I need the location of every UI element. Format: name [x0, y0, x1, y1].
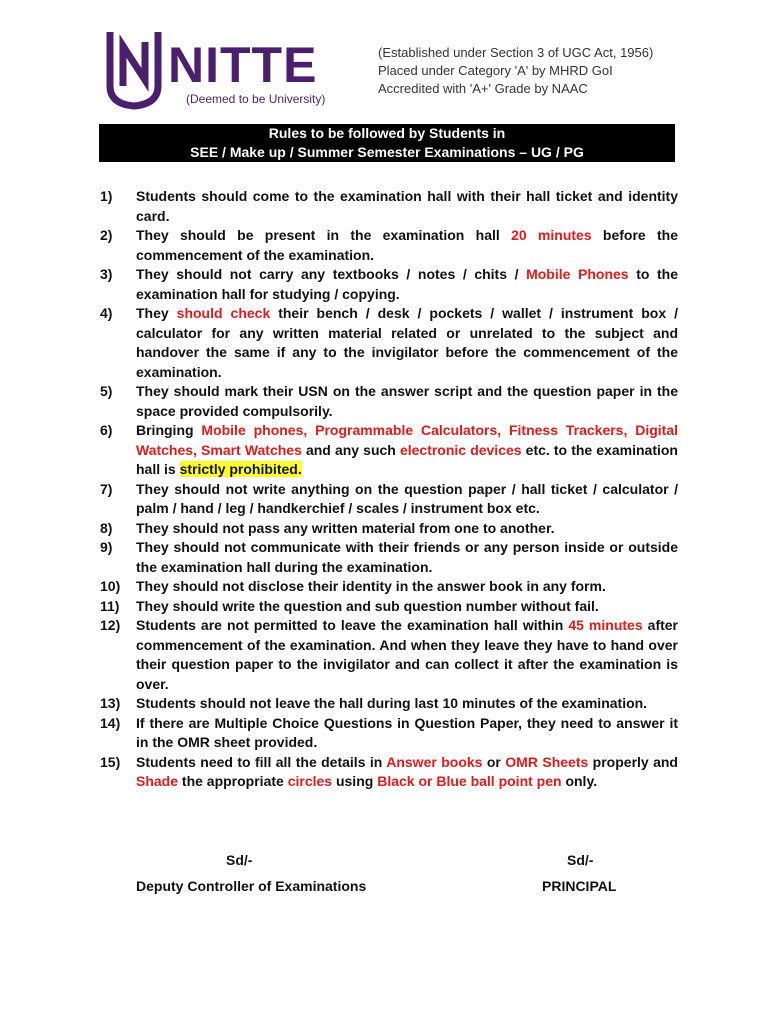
red-emphasis-text: 20 minutes [511, 227, 592, 243]
rule-number: 14) [100, 714, 121, 731]
rule-text-segment: Students should come to the examination hall with their hall ticket and identity card. [136, 188, 678, 224]
banner-title-line1: Rules to be followed by Students in [268, 125, 506, 141]
rule-text-segment: They should be present in the examination hall [136, 227, 512, 243]
banner-title-line2: SEE / Make up / Summer Semester Examinations – UG / PG [190, 144, 584, 160]
rule-item [100, 714, 678, 753]
red-emphasis-text: Mobile phones, Programmable Calculators, Fitness Trackers, Digital Watches, Smart Watches [136, 422, 678, 458]
rule-text-segment: their bench / desk / pockets / wallet / instrument box / calculator for any written material related or unrelated to the subject and handover the same if any to the invigilator before the commencement of the examination. [136, 305, 678, 380]
red-emphasis-text: Black or Blue ball point pen [377, 773, 562, 789]
rule-item [100, 187, 678, 226]
logo-subtitle: (Deemed to be University) [186, 92, 326, 106]
rule-number: 1) [100, 188, 113, 204]
principal-title: PRINCIPAL [542, 878, 617, 894]
rule-text-segment: They should not pass any written material from one to another. [136, 519, 555, 536]
rule-text [136, 617, 678, 692]
red-emphasis-text: Shade [136, 773, 179, 789]
rule-text-segment: They should not write anything on the question paper / hall ticket / calculator / palm / hand / leg / handkerchief / scales / instrument box etc. [136, 480, 678, 516]
deputy-controller-title: Deputy Controller of Examinations [136, 878, 367, 894]
red-emphasis-text: Answer books [386, 753, 483, 770]
rule-number: 7) [100, 480, 113, 497]
rule-item [100, 597, 678, 617]
rule-number: 2) [100, 227, 113, 243]
rule-text [136, 481, 678, 517]
rule-text [136, 520, 555, 536]
rule-text-segment: only. [561, 773, 598, 789]
rule-text [136, 598, 599, 614]
accreditation-line: (Established under Section 3 of UGC Act, 1956) [378, 45, 654, 60]
rule-text [136, 305, 678, 380]
rule-text [136, 578, 606, 594]
rule-text [136, 695, 647, 711]
red-emphasis-text: 45 minutes [568, 617, 643, 633]
rule-text [136, 422, 678, 477]
highlighted-text: strictly prohibited. [179, 461, 302, 477]
rule-item [100, 753, 678, 792]
rule-item [100, 519, 678, 539]
nitte-emblem-icon [104, 28, 164, 110]
rule-number: 15) [100, 753, 121, 770]
rule-text-segment: and any such [301, 441, 400, 458]
rule-item [100, 694, 678, 714]
rule-text-segment: They should not communicate with their friends or any person inside or outside the examination hall during the examination. [136, 539, 678, 575]
rules-list [100, 187, 678, 792]
rule-item [100, 265, 678, 304]
rule-text-segment: If there are Multiple Choice Questions in Question Paper, they need to answer it in the OMR sheet provided. [136, 714, 678, 750]
rule-text-segment: They [136, 305, 177, 321]
rule-text [136, 754, 678, 790]
rule-item [100, 616, 678, 694]
rule-number: 6) [100, 422, 113, 438]
rule-item [100, 226, 678, 265]
rule-text-segment: properly and [588, 753, 678, 770]
rule-text [136, 227, 678, 263]
rule-text-segment: They should not disclose their identity in the answer book in any form. [136, 578, 606, 594]
red-emphasis-text: circles [287, 773, 333, 789]
rule-item [100, 382, 678, 421]
rule-item [100, 421, 678, 480]
rule-text [136, 539, 678, 575]
rule-item [100, 304, 678, 382]
rule-text-segment: etc. to the examination hall is [136, 441, 678, 477]
rule-number: 3) [100, 266, 113, 282]
red-emphasis-text: electronic devices [399, 441, 522, 458]
rule-text-segment: or [482, 753, 506, 770]
accreditation-line: Accredited with 'A+' Grade by NAAC [378, 81, 588, 96]
rule-text [136, 266, 678, 302]
rule-text-segment: to the examination hall for studying / copying. [136, 266, 679, 302]
rule-number: 9) [100, 539, 113, 555]
rule-number: 4) [100, 305, 113, 321]
rule-number: 10) [100, 578, 121, 594]
rule-text-segment: Students are not permitted to leave the examination hall within [136, 617, 569, 633]
red-emphasis-text: OMR Sheets [505, 753, 589, 770]
rule-item [100, 538, 678, 577]
right-signature-mark: Sd/- [567, 852, 594, 868]
rule-item [100, 577, 678, 597]
rule-text [136, 383, 678, 419]
rule-item [100, 480, 678, 519]
rule-number: 5) [100, 383, 113, 399]
logo-wordmark: NITTE [168, 37, 318, 93]
rule-text-segment: the appropriate [178, 773, 288, 789]
rule-text-segment: They should not carry any textbooks / notes / chits / [136, 266, 527, 282]
rule-text [136, 188, 678, 224]
nitte-logo [104, 28, 344, 110]
rule-text-segment: after commencement of the examination. And when they leave they have to hand over their question paper to the invigilator and can collect it after the examination is over. [136, 617, 679, 692]
red-emphasis-text: Mobile Phones [526, 266, 629, 282]
rule-text-segment: They should write the question and sub question number without fail. [136, 597, 599, 614]
accreditation-text [378, 44, 653, 98]
title-banner [99, 124, 675, 162]
rule-text-segment: using [332, 773, 378, 789]
rule-number: 12) [100, 617, 121, 633]
rule-text [136, 715, 678, 751]
rule-text-segment: Students should not leave the hall during last 10 minutes of the examination. [136, 695, 648, 711]
rule-text-segment: Students need to fill all the details in [136, 753, 387, 770]
rule-number: 13) [100, 695, 121, 711]
rule-number: 11) [100, 597, 120, 614]
red-emphasis-text: should check [176, 305, 271, 321]
rule-text-segment: They should mark their USN on the answer script and the question paper in the space provided compulsorily. [136, 383, 678, 419]
left-signature-mark: Sd/- [226, 852, 253, 868]
rule-number: 8) [100, 519, 113, 536]
accreditation-line: Placed under Category 'A' by MHRD GoI [378, 63, 613, 78]
rule-text-segment: before the commencement of the examination. [136, 227, 678, 263]
rule-text-segment: Bringing [136, 422, 202, 438]
